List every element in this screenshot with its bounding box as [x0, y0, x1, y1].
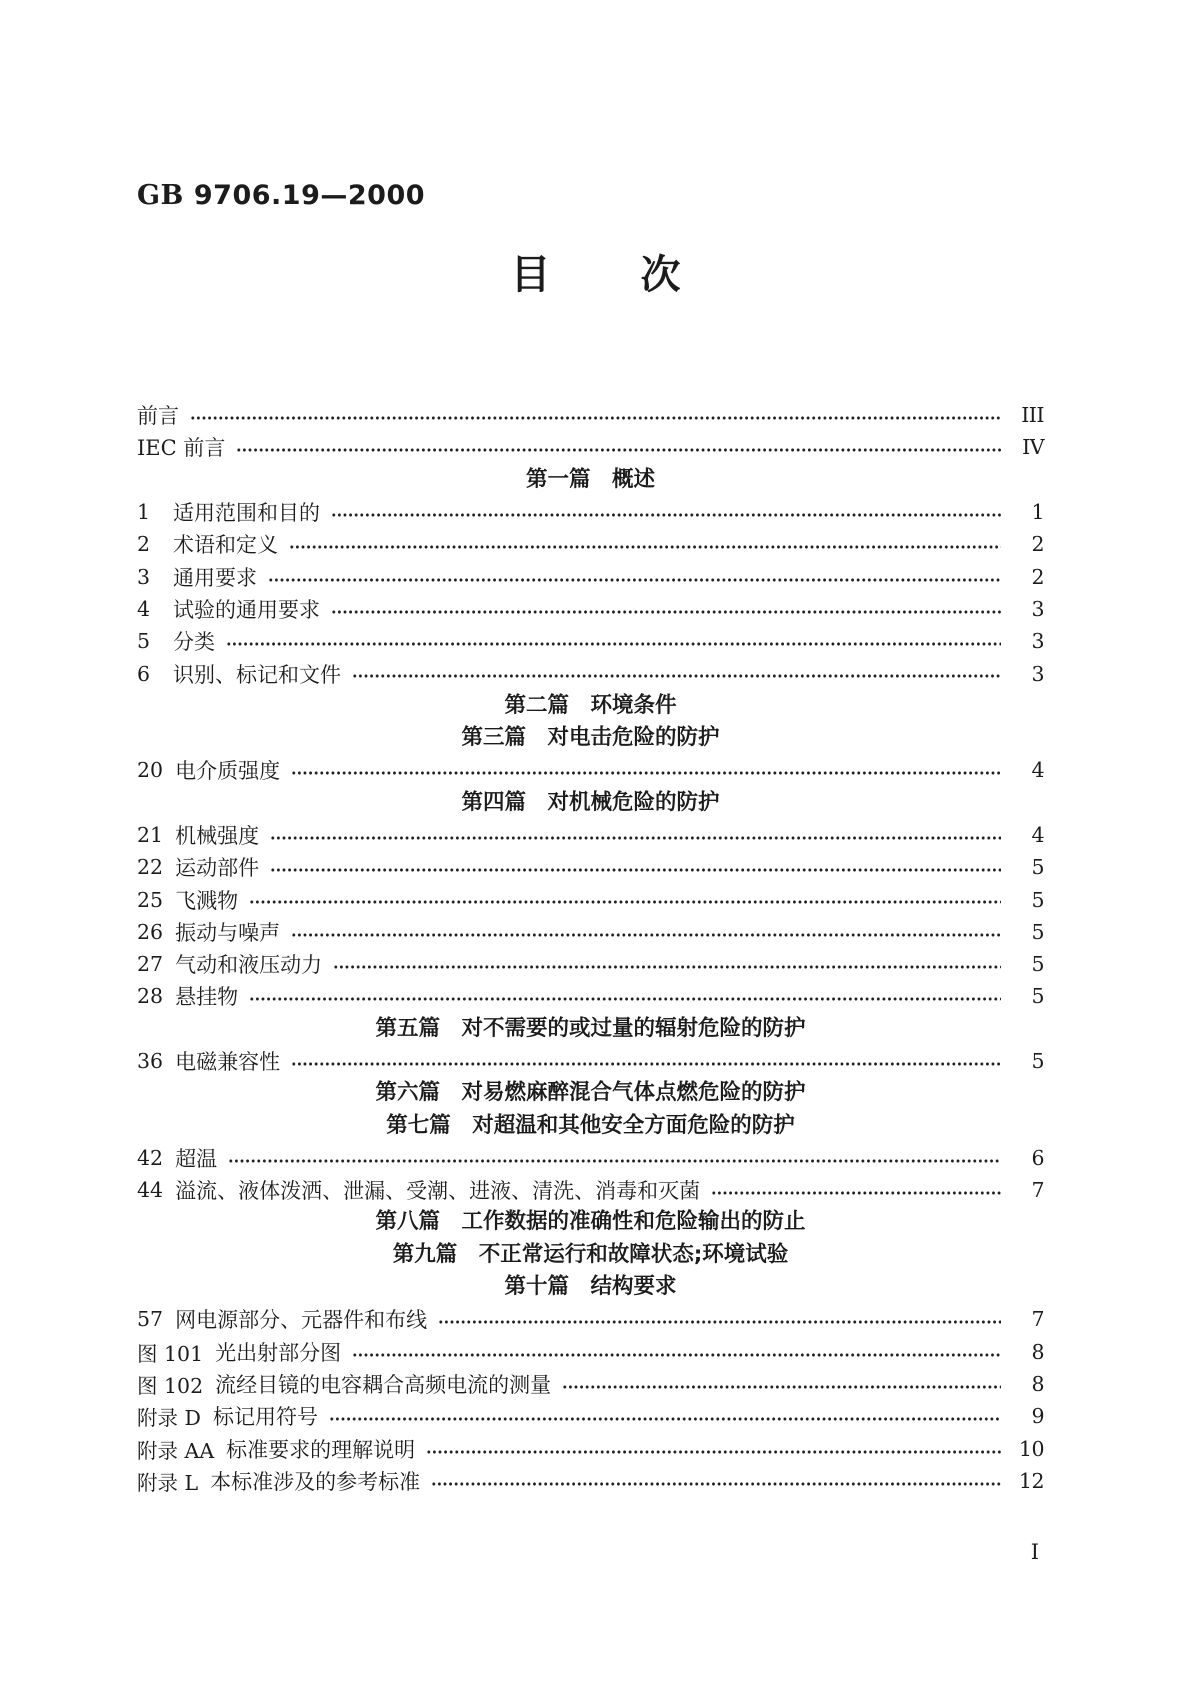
toc-entry-title: 流经目镜的电容耦合高频电流的测量: [215, 1373, 552, 1398]
toc-entry: [137, 1368, 1044, 1400]
toc-entry-title: 振动与噪声: [175, 920, 281, 945]
toc-entry: [137, 1400, 1044, 1432]
toc-entry-title: 通用要求: [173, 565, 257, 590]
toc-section-heading: 第五篇 对不需要的或过量的辐射危险的防护: [375, 1015, 806, 1041]
toc-entry-title: 气动和液压动力: [175, 953, 323, 978]
toc-entry: [137, 657, 1044, 689]
toc-entry-number: 附录 D: [137, 1406, 201, 1431]
toc-page-number: 4: [1031, 823, 1044, 847]
toc-entry-title: 运动部件: [175, 856, 260, 881]
toc-entry-number: 图 101: [137, 1341, 204, 1366]
toc-page-number: IV: [1022, 435, 1044, 460]
toc-section-heading: 第四篇 对机械危险的防护: [461, 789, 720, 815]
toc-entry: [137, 1174, 1044, 1206]
toc-page-number: 5: [1031, 952, 1044, 977]
toc-page-number: 5: [1031, 984, 1044, 1009]
toc-dotted-leader: [226, 625, 1001, 657]
toc-entry: [137, 560, 1044, 592]
toc-entry: [137, 948, 1044, 980]
toc-entry-title: 机械强度: [175, 824, 260, 848]
toc-entry-number: 2: [137, 532, 151, 557]
toc-entry: [137, 1142, 1044, 1174]
toc-section-heading: 第七篇 对超温和其他安全方面危险的防护: [386, 1112, 795, 1138]
toc-entry-title: 光出射部分图: [215, 1340, 342, 1365]
toc-entry-title: 识别、标记和文件: [173, 662, 341, 687]
toc-dotted-leader: [562, 1368, 1001, 1400]
standard-code-prefix: GB: [137, 180, 184, 211]
toc-entry: [137, 1336, 1044, 1368]
toc-entry: [137, 1465, 1044, 1497]
toc-entry-title: 试验的通用要求: [173, 597, 320, 622]
toc-dotted-leader: [329, 1400, 1001, 1432]
toc-dotted-leader: [333, 948, 1001, 980]
toc-entry-number: 6: [137, 661, 151, 686]
toc-entry: [137, 754, 1044, 786]
toc-dotted-leader: [711, 1174, 1001, 1206]
toc-page-number: 10: [1018, 1436, 1044, 1461]
toc-entry-title: 电介质强度: [175, 759, 281, 784]
toc-entry-number: 5: [137, 629, 151, 654]
toc-entry-title: 悬挂物: [175, 985, 239, 1010]
toc-dotted-leader: [190, 399, 1001, 431]
toc-page-number: 7: [1031, 1178, 1044, 1203]
toc-section-heading: 第三篇 对电击危险的防护: [461, 724, 720, 750]
toc-entry-number: 44: [137, 1178, 164, 1203]
toc-section-heading: 第十篇 结构要求: [504, 1274, 677, 1300]
toc-dotted-leader: [291, 1045, 1001, 1077]
toc-dotted-leader: [431, 1465, 1001, 1497]
toc-dotted-leader: [249, 883, 1001, 915]
toc-page-number: 2: [1031, 564, 1044, 589]
toc-page-number: 6: [1031, 1145, 1044, 1170]
toc-entry: [137, 883, 1044, 915]
toc-entry-number: 26: [137, 919, 164, 944]
toc-section-heading: 第六篇 对易燃麻醉混合气体点燃危险的防护: [375, 1080, 806, 1106]
toc-dotted-leader: [268, 560, 1001, 592]
toc-entry-number: 28: [137, 984, 164, 1009]
toc-dotted-leader: [291, 916, 1001, 948]
toc-entry-title: 网电源部分、元器件和布线: [175, 1308, 428, 1333]
toc-dotted-leader: [289, 528, 1001, 560]
toc-page-number: 5: [1031, 919, 1044, 944]
toc-entry-number: 附录 AA: [137, 1438, 215, 1463]
toc-page-number: 3: [1031, 661, 1044, 686]
toc-entry-number: 20: [137, 758, 164, 783]
toc-entry: [137, 593, 1044, 625]
toc-entry: [137, 528, 1044, 560]
toc-entry-number: 36: [137, 1049, 164, 1074]
toc-page-number: 7: [1031, 1307, 1044, 1332]
toc-page-number: 4: [1031, 758, 1044, 783]
toc-dotted-leader: [270, 851, 1001, 883]
toc-page-number: 3: [1031, 629, 1044, 654]
toc-dotted-leader: [270, 819, 1001, 851]
toc-dotted-leader: [426, 1433, 1001, 1465]
standard-code-number: 9706.19—2000: [193, 180, 426, 211]
toc-page-number: 3: [1031, 596, 1044, 621]
toc-entry-title: 分类: [173, 630, 215, 655]
toc-entry-title: IEC 前言: [137, 436, 226, 461]
toc-section-heading: 第二篇 环境条件: [504, 692, 677, 718]
toc-section-heading: 第一篇 概述: [525, 466, 655, 492]
toc-page-number: 5: [1031, 887, 1044, 912]
toc-section-heading: 第八篇 工作数据的准确性和危险输出的防止: [375, 1209, 806, 1235]
toc-dotted-leader: [236, 431, 1001, 463]
toc-entry-title: 溢流、液体泼洒、泄漏、受潮、进液、清洗、消毒和灭菌: [175, 1179, 701, 1204]
toc-entry: [137, 819, 1044, 851]
toc-entry-number: 27: [137, 952, 164, 977]
toc-entry-title: 术语和定义: [173, 533, 278, 558]
toc-entry-number: 附录 L: [137, 1470, 199, 1495]
toc-dotted-leader: [352, 1336, 1001, 1368]
toc-entry-number: 21: [137, 823, 164, 847]
toc-page-number: 12: [1018, 1468, 1044, 1493]
toc-page-number: 8: [1031, 1339, 1044, 1364]
toc-entry: [137, 916, 1044, 948]
toc-list: [137, 399, 1044, 1497]
toc-entry-title: 前言: [137, 404, 179, 429]
toc-entry-number: 4: [137, 596, 151, 621]
toc-entry: [137, 851, 1044, 883]
page-title: [0, 252, 1191, 298]
toc-entry: [137, 399, 1044, 431]
toc-entry-title: 适用范围和目的: [173, 501, 320, 526]
standard-code: [137, 180, 425, 211]
toc-entry-title: 电磁兼容性: [175, 1050, 281, 1075]
toc-page-number: 2: [1031, 532, 1044, 557]
toc-entry-number: 57: [137, 1307, 164, 1332]
toc-entry: [137, 1045, 1044, 1077]
toc-entry-number: 1: [137, 500, 151, 525]
toc-entry-number: 22: [137, 855, 164, 880]
toc-entry: [137, 1433, 1044, 1465]
toc-entry-title: 超温: [175, 1146, 218, 1171]
toc-page-number: 5: [1031, 1049, 1044, 1074]
toc-entry-title: 标记用符号: [212, 1405, 318, 1430]
page-title-char-1: 目: [510, 252, 551, 298]
toc-entry-number: 25: [137, 887, 164, 912]
toc-page-number: 9: [1031, 1404, 1044, 1429]
toc-dotted-leader: [352, 657, 1001, 689]
toc-entry-number: 3: [137, 564, 151, 589]
toc-dotted-leader: [438, 1303, 1001, 1335]
toc-entry: [137, 1303, 1044, 1335]
toc-entry: [137, 431, 1044, 463]
toc-dotted-leader: [331, 593, 1001, 625]
toc-entry: [137, 496, 1044, 528]
toc-page-number: III: [1021, 403, 1044, 428]
toc-entry-title: 飞溅物: [175, 888, 239, 913]
page-title-char-2: 次: [640, 252, 681, 298]
toc-entry: [137, 625, 1044, 657]
toc-dotted-leader: [291, 754, 1001, 786]
toc-page-number: 8: [1031, 1372, 1044, 1397]
toc-page-number: 1: [1031, 500, 1044, 525]
toc-page-number: 5: [1031, 855, 1044, 880]
toc-dotted-leader: [331, 496, 1001, 528]
toc-entry-title: 本标准涉及的参考标准: [210, 1469, 421, 1494]
toc-dotted-leader: [228, 1142, 1001, 1174]
toc-section-heading: 第九篇 不正常运行和故障状态;环境试验: [392, 1241, 789, 1267]
page-number: I: [1030, 1540, 1039, 1564]
toc-dotted-leader: [249, 980, 1001, 1012]
toc-entry: [137, 980, 1044, 1012]
toc-entry-title: 标准要求的理解说明: [226, 1437, 416, 1462]
toc-entry-number: 图 102: [137, 1374, 204, 1399]
toc-entry-number: 42: [137, 1145, 164, 1170]
